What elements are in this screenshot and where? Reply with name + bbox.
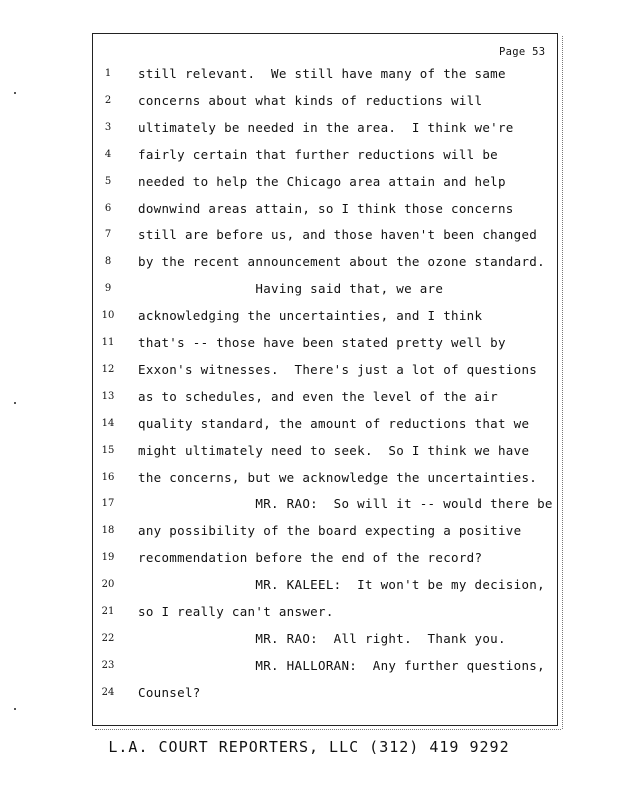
line-text: MR. HALLORAN: Any further questions, (138, 657, 545, 673)
line-text: that's -- those have been stated pretty well by (138, 335, 506, 350)
line-text: so I really can't answer. (138, 604, 334, 619)
line-text: quality standard, the amount of reductions that we (138, 415, 530, 431)
court-reporter-footer: L.A. COURT REPORTERS, LLC (312) 419 9292 (108, 738, 510, 756)
line-text: acknowledging the uncertainties, and I think (138, 308, 483, 324)
transcript-line (0, 685, 618, 712)
line-number: 17 (101, 498, 115, 510)
line-text: the concerns, but we acknowledge the uncertainties. (138, 469, 538, 485)
line-number: 13 (101, 390, 115, 402)
line-number: 10 (101, 310, 115, 322)
transcript-line (0, 416, 618, 443)
transcript-line (0, 523, 618, 550)
line-text: Counsel? (138, 684, 201, 700)
line-number: 15 (101, 444, 115, 456)
line-number: 18 (101, 525, 115, 537)
line-text: MR. RAO: All right. Thank you. (138, 630, 506, 646)
line-text: might ultimately need to seek. So I think we have (138, 442, 530, 458)
line-number: 24 (101, 686, 115, 698)
line-text: Exxon's witnesses. There's just a lot of questions (138, 361, 538, 377)
line-number: 23 (101, 659, 115, 671)
line-number: 3 (104, 121, 112, 133)
transcript-line (0, 443, 618, 470)
transcript-line (0, 496, 618, 523)
transcript-line (0, 66, 618, 93)
line-number: 21 (101, 606, 115, 617)
line-number: 5 (104, 175, 112, 187)
line-number: 6 (104, 202, 112, 214)
transcript-line (0, 577, 618, 604)
line-text: MR. KALEEL: It won't be my decision, (138, 577, 545, 593)
transcript-line (0, 335, 618, 362)
line-text: needed to help the Chicago area attain and help (138, 173, 506, 189)
line-number: 19 (101, 552, 115, 564)
transcript-line (0, 604, 618, 631)
transcript-line (0, 174, 618, 201)
line-text: still are before us, and those haven't been changed (138, 227, 538, 243)
transcript-line (0, 550, 618, 577)
line-number: 12 (101, 363, 115, 375)
transcript-line (0, 93, 618, 120)
line-text: downwind areas attain, so I think those concerns (138, 200, 514, 216)
line-number: 8 (104, 256, 112, 268)
line-text: fairly certain that further reductions will be (138, 146, 498, 162)
transcript-line (0, 308, 618, 335)
line-number: 20 (101, 579, 115, 591)
transcript-line (0, 120, 618, 147)
page-bottom-border (95, 729, 561, 730)
page-number: Page 53 (499, 46, 546, 58)
line-number: 1 (104, 68, 112, 79)
line-text: concerns about what kinds of reductions will (138, 92, 483, 108)
line-text: any possibility of the board expecting a positive (138, 523, 522, 539)
line-number: 7 (104, 229, 112, 241)
line-number: 16 (101, 471, 115, 483)
line-number: 9 (104, 283, 112, 295)
transcript-line (0, 658, 618, 685)
transcript-line (0, 281, 618, 308)
line-text: Having said that, we are (138, 281, 444, 297)
line-number: 2 (104, 94, 112, 106)
line-text: MR. RAO: So will it -- would there be (138, 496, 553, 512)
line-text: still relevant. We still have many of the same (138, 66, 506, 81)
transcript-line (0, 147, 618, 174)
transcript-line (0, 201, 618, 228)
line-number: 11 (101, 337, 115, 348)
transcript-line (0, 470, 618, 497)
transcript-line (0, 254, 618, 281)
line-number: 22 (101, 632, 115, 644)
transcript-line (0, 631, 618, 658)
line-number: 4 (104, 148, 112, 160)
line-text: as to schedules, and even the level of the air (138, 388, 498, 404)
transcript-line (0, 227, 618, 254)
line-number: 14 (101, 417, 115, 429)
line-text: ultimately be needed in the area. I think we're (138, 119, 514, 135)
line-text: recommendation before the end of the record? (138, 550, 483, 566)
line-text: by the recent announcement about the ozone standard. (138, 254, 545, 270)
transcript-line (0, 362, 618, 389)
transcript-line (0, 389, 618, 416)
